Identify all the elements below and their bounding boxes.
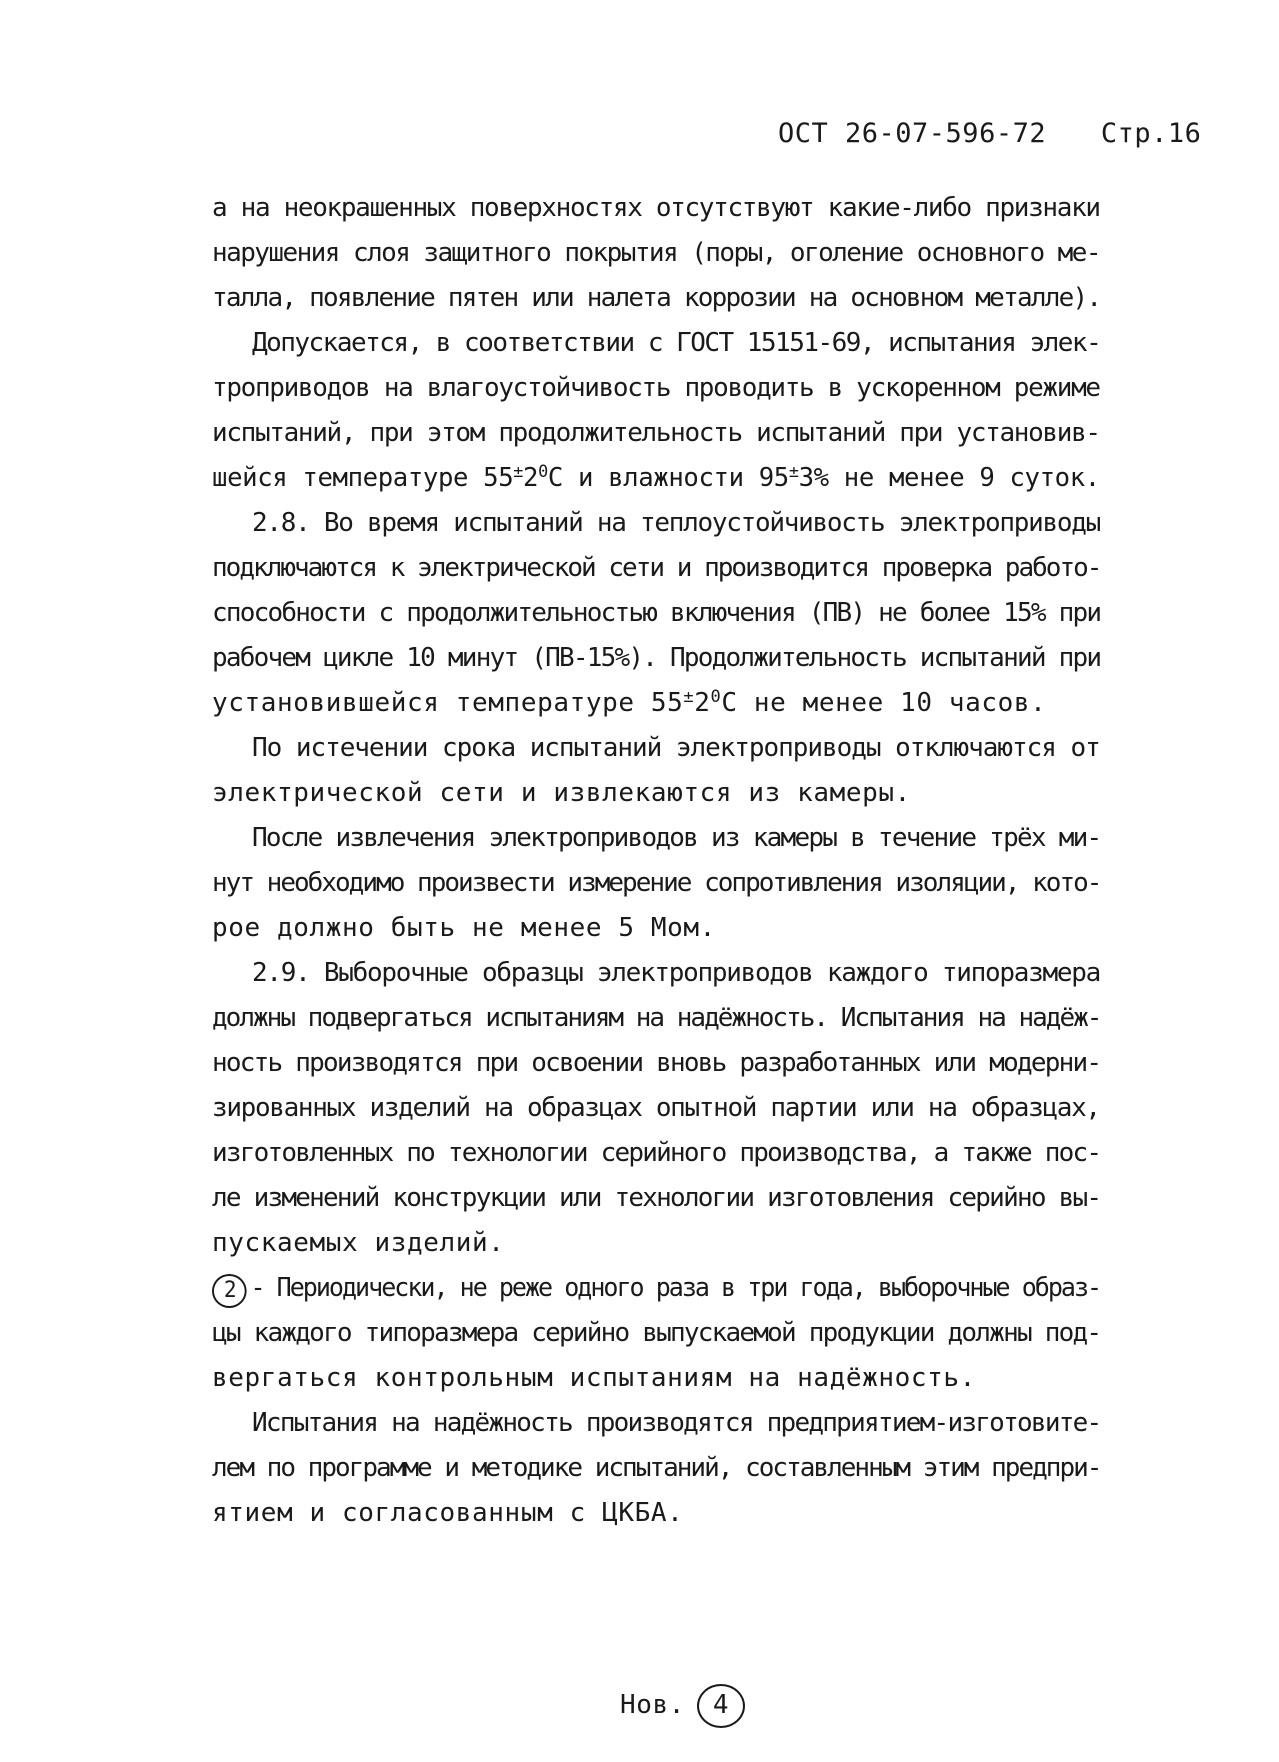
document-code: ОСТ 26-07-596-72 — [778, 118, 1047, 149]
section-2-9-first-line: 2.9. Выборочные образцы электроприводов каждого типоразмера — [252, 958, 1100, 988]
text-line: лем по программе и методике испытаний, составленным этим предпри- — [212, 1453, 1101, 1483]
text-line — [212, 1273, 1100, 1308]
text-line: ле изменений конструкции или технологии изготовления серийно вы- — [212, 1183, 1101, 1213]
text-line: рабочем цикле 10 минут (ПВ-15%). Продолжительность испытаний при — [212, 643, 1101, 673]
text-span: 2 — [694, 688, 711, 718]
plus-minus-sign: ± — [513, 462, 524, 482]
text-line: вергаться контрольным испытаниям на надёжность. — [212, 1363, 976, 1393]
text-line — [212, 463, 1100, 493]
text-line: способности с продолжительностью включения (ПВ) не более 15% при — [212, 598, 1101, 628]
page-number: Стр.16 — [1100, 118, 1202, 149]
text-line — [212, 688, 1046, 718]
degree-sign: 0 — [710, 687, 722, 707]
text-line: нарушения слоя защитного покрытия (поры, оголение основного ме- — [212, 238, 1100, 268]
degree-sign: 0 — [538, 462, 548, 482]
text-span: С и влажности 95 — [547, 463, 789, 493]
text-line: ность производятся при освоении вновь разработанных или модерни- — [212, 1048, 1101, 1078]
text-span: 2 — [523, 463, 539, 493]
plus-minus-sign: ± — [788, 462, 799, 482]
paragraph-first-line: После извлечения электроприводов из камеры в течение трёх ми- — [252, 823, 1101, 853]
plus-minus-sign: ± — [683, 687, 695, 707]
text-span: 3% не менее 9 суток. — [798, 463, 1100, 493]
paragraph-first-line: По истечении срока испытаний электроприводы отключаются от — [252, 733, 1100, 763]
text-line: а на неокрашенных поверхностях отсутствуют какие-либо признаки — [212, 193, 1100, 223]
text-line: должны подвергаться испытаниям на надёжность. Испытания на надёж- — [212, 1003, 1101, 1033]
page-footer — [620, 1684, 749, 1728]
text-line: нут необходимо произвести измерение сопротивления изоляции, кото- — [212, 868, 1101, 898]
text-span: шейся температуре 55 — [212, 463, 514, 493]
text-line: рое должно быть не менее 5 Мом. — [212, 913, 716, 943]
paragraph-first-line: Испытания на надёжность производятся предприятием-изготовите- — [252, 1408, 1101, 1438]
text-line: ятием и согласованным с ЦКБА. — [212, 1498, 684, 1528]
text-line: зированных изделий на образцах опытной партии или на образцах, — [212, 1093, 1100, 1123]
text-line: подключаются к электрической сети и производится проверка работо- — [212, 553, 1101, 583]
section-2-8-first-line: 2.8. Во время испытаний на теплоустойчивость электроприводы — [252, 508, 1100, 538]
text-line: цы каждого типоразмера серийно выпускаемой продукции должны под- — [212, 1318, 1101, 1348]
text-line: электрической сети и извлекаются из камеры. — [212, 778, 911, 808]
text-line: талла, появление пятен или налета коррозии на основном металле). — [212, 283, 1101, 313]
text-span: - Периодически, не реже одного раза в три года, выборочные образ- — [250, 1273, 1101, 1303]
page-header — [778, 118, 1201, 149]
text-line: пускаемых изделий. — [212, 1228, 505, 1258]
text-line: испытаний, при этом продолжительность испытаний при установив- — [212, 418, 1100, 448]
change-marker: 2 — [212, 1274, 247, 1308]
paragraph-first-line: Допускается, в соответствии с ГОСТ 15151-69, испытания элек- — [252, 328, 1101, 358]
revision-label: Нов. — [620, 1690, 686, 1720]
text-line: изготовленных по технологии серийного производства, а также пос- — [212, 1138, 1101, 1168]
text-line: троприводов на влагоустойчивость проводить в ускоренном режиме — [212, 373, 1100, 403]
text-span: С не менее 10 часов. — [721, 688, 1047, 718]
text-span: установившейся температуре 55 — [212, 688, 684, 718]
revision-marker: 4 — [697, 1684, 745, 1728]
